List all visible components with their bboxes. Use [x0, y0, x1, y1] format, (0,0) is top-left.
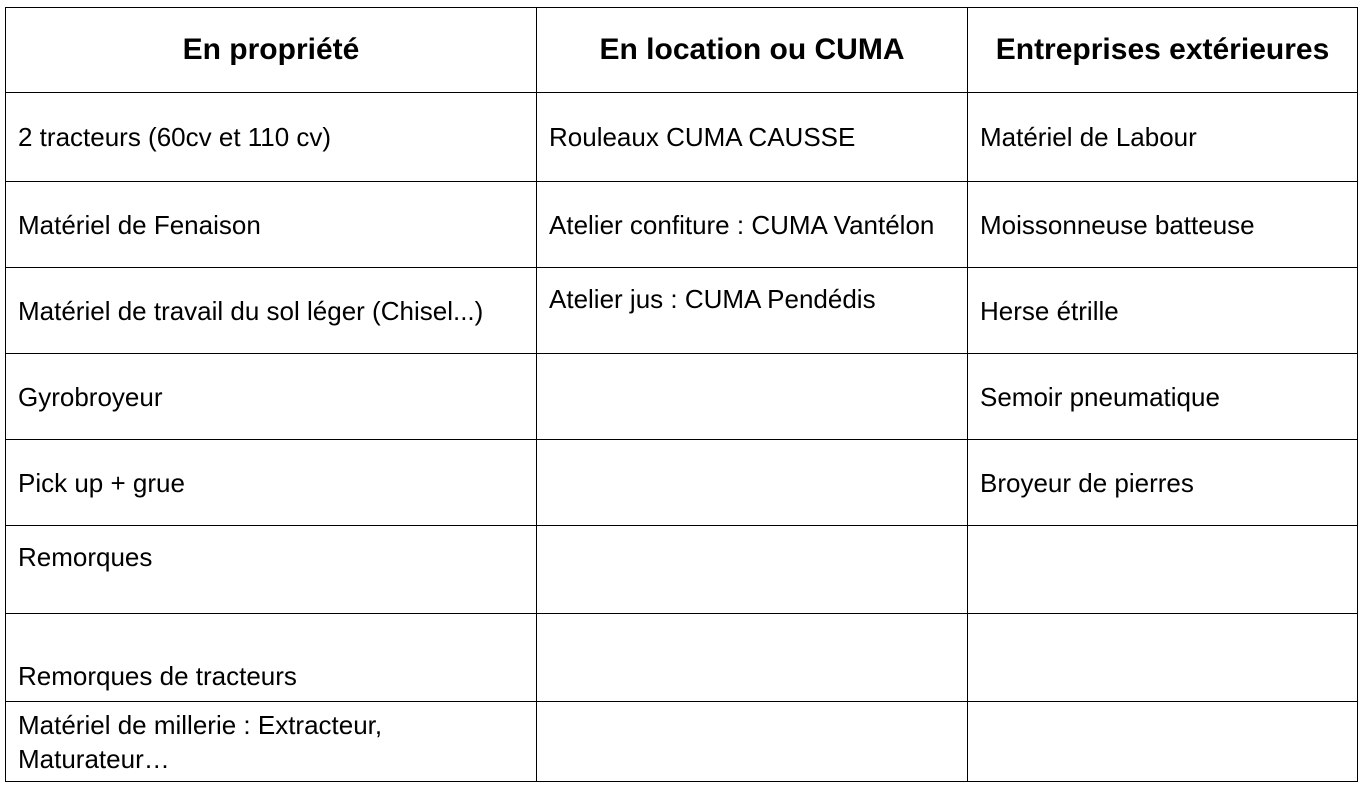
table-cell: [537, 526, 968, 614]
table-cell: Matériel de Fenaison: [6, 182, 537, 268]
table-row: [6, 614, 1358, 702]
table-cell: Pick up + grue: [6, 440, 537, 526]
header-entreprises-exterieures: Entreprises extérieures: [968, 8, 1358, 93]
table-cell: [537, 440, 968, 526]
table-row: [6, 268, 1358, 354]
table-cell: 2 tracteurs (60cv et 110 cv): [6, 93, 537, 182]
table-cell: Atelier jus : CUMA Pendédis: [537, 268, 968, 354]
table-row: [6, 354, 1358, 440]
table-cell: Atelier confiture : CUMA Vantélon: [537, 182, 968, 268]
table-row: [6, 182, 1358, 268]
table-cell: [968, 526, 1358, 614]
header-en-propriete: En propriété: [6, 8, 537, 93]
table-row: [6, 702, 1358, 782]
table-cell: Broyeur de pierres: [968, 440, 1358, 526]
table-cell: Matériel de Labour: [968, 93, 1358, 182]
table-cell: [968, 614, 1358, 702]
table-cell: [537, 614, 968, 702]
table-row: [6, 93, 1358, 182]
table-header-row: [6, 8, 1358, 93]
table-cell: Herse étrille: [968, 268, 1358, 354]
table-cell: Rouleaux CUMA CAUSSE: [537, 93, 968, 182]
equipment-table: [5, 7, 1358, 782]
header-en-location-ou-cuma: En location ou CUMA: [537, 8, 968, 93]
table-cell: Gyrobroyeur: [6, 354, 537, 440]
table-cell: Moissonneuse batteuse: [968, 182, 1358, 268]
table-row: [6, 526, 1358, 614]
table-cell: [537, 354, 968, 440]
table-cell: Remorques de tracteurs: [6, 614, 537, 702]
table-cell: [968, 702, 1358, 782]
table-cell: Matériel de travail du sol léger (Chisel...): [6, 268, 537, 354]
table-cell: Semoir pneumatique: [968, 354, 1358, 440]
table-cell: [537, 702, 968, 782]
table-cell: Matériel de millerie : Extracteur, Maturateur…: [6, 702, 537, 782]
table-cell: Remorques: [6, 526, 537, 614]
table-row: [6, 440, 1358, 526]
